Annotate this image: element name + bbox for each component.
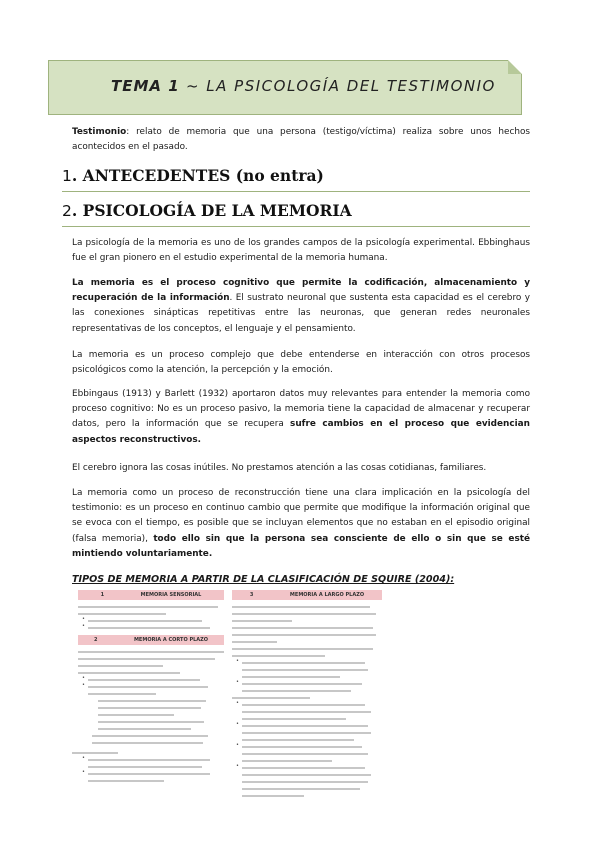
table-header-short-term [78,635,224,645]
table-right-column [232,590,382,800]
section-1-heading [62,166,324,185]
blurred-bullet-line [88,757,224,763]
paragraph-6 [72,486,530,562]
section-1-title: . ANTECEDENTES (no entra) [71,166,324,185]
paragraph-4-bold: sufre cambios en el proceso que evidencian aspectos reconstructivos. [72,419,530,445]
blurred-bullet-line [88,684,224,690]
table-header-number: 3 [249,592,254,598]
blurred-text-line [232,646,382,652]
blurred-text-line [98,698,224,704]
blurred-text-line [78,604,224,610]
blurred-text-line [232,632,382,638]
blurred-text-line [98,705,224,711]
section-1-number: 1 [62,167,72,185]
table-left-column [78,590,224,785]
blurred-text-line [78,670,224,676]
title-rest: ~ LA PSICOLOGÍA DEL TESTIMONIO [179,77,496,95]
page-title [111,77,496,95]
blurred-bullet-line [88,771,224,777]
section-2-heading [62,201,352,220]
blurred-text-line [232,604,382,610]
table-header-label: MEMORIA A CORTO PLAZO [133,637,209,643]
paragraph-2 [72,276,530,337]
section-2-title: . PSICOLOGÍA DE LA MEMORIA [71,201,352,220]
blurred-text-line [232,625,382,631]
blurred-bullet-line [242,744,382,750]
blurred-text-line [242,674,382,680]
blurred-text-line [78,649,224,655]
blurred-text-line [242,737,382,743]
table-header-label: MEMORIA A LARGO PLAZO [289,592,365,598]
blurred-text-line [242,667,382,673]
blurred-bullet-line [88,625,224,631]
blurred-text-line [78,611,224,617]
paragraph-4-text: Ebbingaus (1913) y Barlett (1932) aportaron datos muy relevantes para entender la memoria como proceso cognitivo: No es un proceso pasivo, la memoria tiene la capacidad de almacenar y recuperar datos, pero la información que se recupera [72,389,530,430]
paragraph-2-bold: La memoria es el proceso cognitivo que permite la codificación, almacenamiento y recuperación de la información [72,278,530,304]
paragraph-1: La psicología de la memoria es uno de los grandes campos de la psicología experimental. Ebbinghaus fue el gran pionero en el estudio experimental de la memoria humana. [72,238,530,264]
blurred-text-line [242,751,382,757]
blurred-text-line [98,726,224,732]
table-header-long-term [232,590,382,600]
paragraph-5: El cerebro ignora las cosas inútiles. No prestamos atención a las cosas cotidianas, familiares. [72,463,487,473]
blurred-bullet-line [88,618,224,624]
blurred-bullet-line [242,765,382,771]
blurred-text-line [88,764,224,770]
blurred-text-line [242,779,382,785]
memory-types-heading: TIPOS DE MEMORIA A PARTIR DE LA CLASIFICACIÓN DE SQUIRE (2004): [72,574,455,585]
blurred-text-line [98,719,224,725]
blurred-text-line [92,740,224,746]
definition-text: : relato de memoria que una persona (testigo/víctima) realiza sobre unos hechos acontecidos en el pasado. [72,127,530,153]
blurred-text-line [242,709,382,715]
blurred-text-line [78,663,224,669]
section-1-rule [62,191,530,192]
blurred-text-line [242,793,382,799]
paragraph-4 [72,387,530,448]
blurred-bullet-line [242,702,382,708]
table-header-number: 1 [100,592,105,598]
table-header-sensory [78,590,224,600]
blurred-text-line [92,733,224,739]
blurred-text-line [242,688,382,694]
section-2-number: 2 [62,202,72,220]
paragraph-3: La memoria es un proceso complejo que debe entenderse en interacción con otros procesos psicológicos como la atención, la percepción y la emoción. [72,350,530,376]
blurred-text-line [242,772,382,778]
title-banner [48,60,522,115]
blurred-text-line [242,730,382,736]
paragraph-2-rest: . El sustrato neuronal que sustenta esta capacidad es el cerebro y las conexiones sinápticas repetitivas entre las neuronas, que generan redes neuronales representativas de los conceptos, el lenguaje y el pensamiento. [72,293,530,334]
blurred-text-line [232,695,382,701]
banner-fold-corner [508,60,522,74]
blurred-text-line [88,778,224,784]
blurred-bullet-line [88,677,224,683]
blurred-bullet-line [242,681,382,687]
blurred-bullet-line [242,723,382,729]
table-header-number: 2 [93,637,98,643]
blurred-text-line [242,716,382,722]
blurred-text-line [242,786,382,792]
blurred-bullet-line [242,660,382,666]
blurred-text-line [72,750,224,756]
definition-term: Testimonio [72,127,127,137]
blurred-text-line [88,691,224,697]
blurred-text-line [232,611,382,617]
definition-paragraph [72,125,530,155]
blurred-text-line [242,758,382,764]
blurred-text-line [232,639,382,645]
title-bold: TEMA 1 [111,77,180,95]
blurred-text-line [78,656,224,662]
blurred-text-line [98,712,224,718]
paragraph-6-bold: todo ello sin que la persona sea consciente de ello o sin que se esté mintiendo voluntariamente. [72,533,530,559]
blurred-text-line [232,653,382,659]
blurred-text-line [232,618,382,624]
section-2-rule [62,226,530,227]
table-header-label: MEMORIA SENSORIAL [140,592,202,598]
paragraph-6-text: La memoria como un proceso de reconstrucción tiene una clara implicación en la psicología del testimonio: es un proceso en continuo cambio que permite que modifique la información original que se evoca con el tiempo, es posible que se incluyan elementos que no estaban en el episodio original (falsa memoria), [72,488,530,544]
